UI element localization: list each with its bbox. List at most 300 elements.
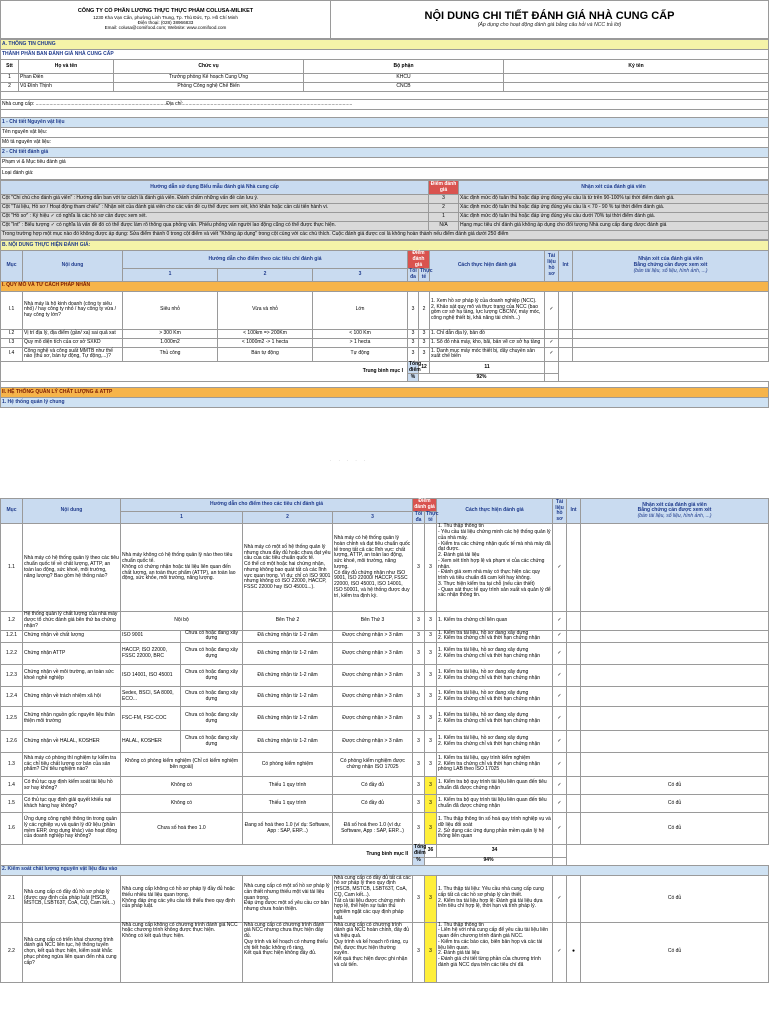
material-name-field[interactable]: Tên nguyên vật liệu: [1, 128, 769, 138]
col-int: Int [559, 251, 573, 282]
row-level-1: Nhà máy không có hệ thống quản lý nào theo tiêu chuẩn quốc tế. Không có chứng nhận hoặc tài liệu liên quan đến chất lượng, an toàn thực phẩm (ATTP), an toàn lao động, sức khỏe, môi trường, năng lượng. [121, 524, 243, 612]
row-level-2: Thiếu 1 quy trình [243, 777, 333, 795]
row-comment[interactable] [573, 329, 769, 338]
row-actual[interactable]: 3 [425, 612, 437, 630]
row-content: Nhà cung cấp có đầy đủ hồ sơ pháp lý (được quy định của pháp luật (HSCB, MSTCB, LSBT63T, CoA, CQ, Cam kết...) [23, 875, 121, 922]
member-signature[interactable] [504, 83, 769, 92]
row-actual[interactable]: 3 [419, 347, 430, 361]
company-email: Email: colusa@comifood.com; Website: www.comifood.com [104, 25, 227, 31]
empty-cell [545, 374, 559, 382]
row-level-1: Không có phòng kiểm nghiệm (Chỉ có kiểm nghiệm bên ngoài) [121, 753, 243, 777]
row-max: 3 [413, 922, 425, 982]
col-comment-sub2: (bản tài liệu, sổ liệu, hình ảnh, ...) [633, 267, 708, 274]
col-score: Điểm đánh giá [408, 251, 430, 269]
pct-label: % [408, 374, 419, 382]
section-b-part2 [0, 498, 769, 982]
col-level-1: 1 [123, 269, 218, 282]
row-int-check[interactable] [567, 731, 581, 753]
row-level-2: Đã chứng nhận từ 1-2 năm [243, 687, 333, 707]
document-title: NỘI DUNG CHI TIẾT ĐÁNH GIÁ NHÀ CUNG CẤP [424, 10, 675, 23]
row-method: 1. Danh mục máy móc thiết bị, dây chuyền sản xuất chế biến [430, 347, 545, 361]
guide-row: Cột "Hồ sơ" : Ký hiệu ✓ có nghĩa là các hồ sơ cần được xem xét. [1, 213, 429, 222]
row-content: Nhà máy là hộ kinh doanh (công ty siêu nhỏ) / hay công ty nhỏ / hay công ty vừa / hay công ty lớn? [23, 291, 123, 329]
row-int-check[interactable] [559, 347, 573, 361]
criteria-header [1, 251, 769, 269]
row-muc: 1.1 [1, 524, 23, 612]
row-max: 3 [413, 795, 425, 813]
row-int-check[interactable]: ● [567, 922, 581, 982]
row-level-2: Đã chứng nhận từ 1-2 năm [243, 630, 333, 643]
total-max: 12 [419, 361, 430, 374]
guide-score: 1 [429, 213, 459, 222]
total-actual: 34 [437, 845, 553, 858]
empty-cell [545, 361, 559, 374]
col-max: Tối đa [413, 511, 425, 524]
total-row [1, 361, 769, 374]
row-docs-check[interactable]: ✓ [553, 524, 567, 612]
guide-score: 3 [429, 195, 459, 204]
row-standard: Sedex, BSCI, SA 8000, ECO... [121, 687, 181, 707]
member-department: CNCB [304, 83, 504, 92]
total-max: 36 [425, 845, 437, 858]
col-docs: Tài liệu hồ sơ [545, 251, 559, 282]
row-muc: 1.4 [1, 777, 23, 795]
row-level-1: Không có [121, 795, 243, 813]
row-level-2: < 1000m2 -> 1 hecta [218, 338, 313, 347]
row-level-3: Được chứng nhận > 3 năm [333, 665, 413, 687]
row-comment[interactable] [581, 612, 769, 630]
page-break-marker: · · · · · [330, 458, 369, 464]
row-comment[interactable] [581, 731, 769, 753]
member-name: Vũ Đình Thịnh [19, 83, 114, 92]
materials-title: 1 - Chi tiết Nguyên vật liệu [1, 118, 769, 128]
col-comment-title: Nhận xét của đánh giá viên [642, 501, 707, 508]
row-level-3: Được chứng nhận > 3 năm [333, 707, 413, 731]
row-content: Chứng nhận về môi trường, an toàn sức khoẻ nghề nghiệp [23, 665, 121, 687]
row-muc: 1.2.2 [1, 643, 23, 665]
row-comment[interactable] [581, 665, 769, 687]
member-row [1, 74, 769, 83]
row-level-3: Có đầy đủ [333, 777, 413, 795]
row-content: Hệ thống quản lý chất lượng của nhà máy được tổ chức đánh giá bên thứ ba chứng nhận? [23, 612, 121, 630]
pct-label: % [413, 857, 425, 865]
row-level-3: Nhà máy có hệ thống quản lý hoàn chỉnh và đạt tiêu chuẩn quốc tế trong tất cả các lĩnh vực: chất lượng, ATTP, an toàn lao động, sức khoẻ, môi trường, năng lượng. Có đầy đủ chứng nhận như ISO 9001, ISO 22000/ HACCP, FSSC 22000, ISO 45001, ISO 14001, ISO 50001, và hệ thống được duy trì, kiểm tra định kỳ. [333, 524, 413, 612]
guide-row: Cột "Int" : Biểu tượng ✓ có nghĩa là vấn đề đó có thể được làm rõ thông qua phỏng vấn. Phiếu phỏng vấn người lao động cũng có thể được thực hiện. [1, 222, 429, 231]
row-comment[interactable] [581, 687, 769, 707]
row-actual[interactable]: 3 [425, 922, 437, 982]
scope-field[interactable]: Phạm vi & Mục tiêu đánh giá [1, 158, 769, 168]
row-muc: I.4 [1, 347, 23, 361]
criteria-row [1, 338, 769, 347]
row-docs-check[interactable]: ✓ [545, 338, 559, 347]
type-field[interactable]: Loại đánh giá: [1, 168, 769, 180]
pct-value: 94% [425, 857, 553, 865]
col-stt: Stt [1, 60, 19, 74]
member-department: KHCU [304, 74, 504, 83]
row-level-2: Thiếu 1 quy trình [243, 795, 333, 813]
supplier-line[interactable]: Nhà cung cấp: ..............................................................................................Địa chỉ:.......................................................................................................................... [1, 100, 769, 110]
row-int-check[interactable] [559, 338, 573, 347]
row-level-1: Nhà cung cấp không có chương trình đánh giá NCC hoặc chương trình không được thực hiện. Không có kết quả thực hiện. [121, 922, 243, 982]
row-level-3: < 100 Km [313, 329, 408, 338]
row-actual[interactable]: 2 [419, 291, 430, 329]
row-max: 3 [413, 707, 425, 731]
row-muc: 2.2 [1, 922, 23, 982]
row-actual[interactable]: 3 [425, 630, 437, 643]
criteria-row [1, 687, 769, 707]
row-standard: ISO 14001, ISO 45001 [121, 665, 181, 687]
col-guidance: Hướng dẫn cho điểm theo các tiêu chí đánh giá [121, 499, 413, 512]
row-actual[interactable]: 3 [425, 813, 437, 845]
part2-sub2: 2. Kiểm soát chất lượng nguyên vật liệu đầu vào [1, 865, 769, 875]
row-docs-check[interactable]: ✓ [553, 795, 567, 813]
row-int-check[interactable] [567, 813, 581, 845]
row-standard: HACCP, ISO 22000, FSSC 22000, BRC [121, 643, 181, 665]
row-method: 1. Thu thập thông tin - Liên hệ với nhà cung cấp để yêu cầu tài liệu liên quan đến chương trình đánh giá NCC. - Kiểm tra các báo cáo, biên bản họp và các tài liệu liên quan. 2. Đánh giá tài liệu - Đánh giá chi tiết từng phần của chương trình đánh giá NCC dựa trên các tiêu chí đã [437, 922, 553, 982]
row-max: 3 [408, 347, 419, 361]
document-header [0, 0, 769, 39]
row-level-3: Bên Thứ 3 [333, 612, 413, 630]
col-method: Cách thực hiện đánh giá [430, 251, 545, 282]
row-max: 3 [413, 687, 425, 707]
row-content: Ứng dụng công nghệ thông tin trong quản lý các nghiệp vụ và quản lý dữ liệu (phần mềm ERP, ứng dụng khác) vào hoạt động của doanh nghiệp hay không? [23, 813, 121, 845]
part1-title: I. QUY MÔ VÀ TƯ CÁCH PHÁP NHÂN [1, 281, 769, 291]
row-level-1: Chưa số hoá theo 1.0 [121, 813, 243, 845]
row-actual[interactable]: 3 [425, 687, 437, 707]
row-method: 1. Kiểm tra tài liệu, hồ sơ đang xây dựng 2. Kiểm tra chứng chỉ và thời hạn chứng nhận [437, 707, 553, 731]
row-muc: 1.6 [1, 813, 23, 845]
row-actual[interactable]: 3 [419, 338, 430, 347]
row-level-3: Được chứng nhận > 3 năm [333, 731, 413, 753]
row-method: 1. Kiểm tra tài liệu, hồ sơ đang xây dựng 2. Kiểm tra chứng chỉ và thời hạn chứng nhận [437, 643, 553, 665]
row-docs-check[interactable]: ✓ [553, 612, 567, 630]
row-comment[interactable] [573, 291, 769, 329]
row-int-check[interactable] [567, 753, 581, 777]
criteria-row [1, 753, 769, 777]
col-comment [573, 251, 769, 282]
row-max: 3 [413, 875, 425, 922]
member-stt: 2 [1, 83, 19, 92]
member-signature[interactable] [504, 74, 769, 83]
total-label: Tổng điểm [409, 360, 422, 373]
member-position: Phòng Công nghệ Chế Biến [114, 83, 304, 92]
avg-label: Trung bình mục I [1, 361, 408, 382]
row-level-2: Đã chứng nhận từ 1-2 năm [243, 731, 333, 753]
row-level-3: > 1 hecta [313, 338, 408, 347]
row-int-check[interactable] [567, 687, 581, 707]
spacer [1, 110, 769, 118]
row-max: 3 [413, 777, 425, 795]
row-muc: 1.2.6 [1, 731, 23, 753]
evaluation-title: 2 - Chi tiết đánh giá [1, 148, 769, 158]
row-max: 3 [413, 665, 425, 687]
row-comment[interactable] [581, 753, 769, 777]
col-guidance: Hướng dẫn cho điểm theo các tiêu chí đánh giá [123, 251, 408, 269]
col-comment-sub2: (bản tài liệu, sổ liệu, hình ảnh, ...) [637, 513, 712, 520]
row-method: 1. Kiểm tra tài liệu, quy trình kiểm nghiệm 2. Kiểm tra chứng chỉ và thời hạn chứng nhận phòng LAB theo ISO 17025 [437, 753, 553, 777]
row-int-check[interactable] [567, 630, 581, 643]
row-content: Nhà máy có hệ thống quản lý theo các tiêu chuẩn quốc tế về chất lượng, ATTP, an toàn lao động, sức khoẻ, môi trường, năng lượng? Bao gồm hệ thống nào? [23, 524, 121, 612]
row-content: Nhà cung cấp có triển khai chương trình đánh giá NCC liên tục, hệ thống tuyển chọn, kết quả thực hiện, kiểm soát khắc phục phòng ngừa liên quan đến nhà cung cấp? [23, 922, 121, 982]
row-level-2: Có phòng kiểm nghiệm [243, 753, 333, 777]
row-actual[interactable]: 3 [425, 643, 437, 665]
row-method: 1. Kiểm tra bộ quy trình tài liệu liên quan đến tiêu chuẩn đã được chứng nhận [437, 777, 553, 795]
row-content: Quy mô diện tích của cơ sở SXKD [23, 338, 123, 347]
col-content: Nội dung [23, 251, 123, 282]
row-int-check[interactable] [567, 795, 581, 813]
criteria-row [1, 777, 769, 795]
row-method: 1. Chỉ dẫn địa lý, bản đồ [430, 329, 545, 338]
row-level-2: Nhà cung cấp có chương trình đánh giá NCC nhưng chưa thực hiện đầy đủ. Quy trình và kế hoạch có nhưng thiếu chi tiết hoặc không rõ ràng. Kết quả thực hiện không đầy đủ. [243, 922, 333, 982]
spacer [1, 92, 769, 100]
row-max: 3 [413, 731, 425, 753]
criteria-row [1, 875, 769, 922]
guide-desc: Xác định mức độ tuân thủ hoặc đáp ứng đúng yêu cầu là < 70 - 90 % tại thời điểm đánh giá. [459, 204, 769, 213]
row-max: 3 [408, 291, 419, 329]
row-comment[interactable]: Có đủ [581, 777, 769, 795]
row-actual[interactable]: 3 [425, 777, 437, 795]
part2-title: II. HỆ THỐNG QUẢN LÝ CHẤT LƯỢNG & ATTP [1, 388, 769, 398]
member-position: Trưởng phòng Kế hoạch Cung Ứng [114, 74, 304, 83]
section-b-part1 [0, 240, 769, 408]
row-level-2: Vừa và nhỏ [218, 291, 313, 329]
row-int-check[interactable] [567, 665, 581, 687]
row-actual[interactable]: 3 [425, 795, 437, 813]
criteria-row [1, 707, 769, 731]
col-level-2: 2 [218, 269, 313, 282]
row-muc: 1.2.1 [1, 630, 23, 643]
row-actual[interactable]: 3 [419, 329, 430, 338]
row-method: 1. Kiểm tra bộ quy trình tài liệu liên quan đến tiêu chuẩn đã được chứng nhận [437, 795, 553, 813]
members-header [1, 60, 769, 74]
col-level-3: 3 [313, 269, 408, 282]
criteria-row [1, 643, 769, 665]
row-docs-check[interactable]: ✓ [553, 687, 567, 707]
title-block [331, 1, 769, 39]
row-comment[interactable]: Có đủ [581, 813, 769, 845]
col-level-2: 2 [243, 511, 333, 524]
row-int-check[interactable] [567, 524, 581, 612]
row-max: 3 [413, 612, 425, 630]
row-actual[interactable]: 3 [425, 524, 437, 612]
guide-note: Trong trường hợp một mục nào đó không được áp dụng: Sửa điểm thành 0 trong cột điểm và viết "Không áp dụng" trong cột cùng với các chú thích. Cuộc đánh giá được coi là không hoàn thành nếu điểm đánh giá dưới 250 điểm [1, 231, 769, 240]
row-level-2: Đang số hoá theo 1.0 (ví dụ: Software, App : SAP, ERP...) [243, 813, 333, 845]
col-comment [581, 499, 769, 524]
row-level-3: Có đầy đủ [333, 795, 413, 813]
row-docs-check[interactable]: ✓ [553, 643, 567, 665]
empty-cell [553, 857, 567, 865]
row-actual[interactable]: 3 [425, 665, 437, 687]
row-level-1: 1.000m2 [123, 338, 218, 347]
criteria-row [1, 731, 769, 753]
row-actual[interactable]: 3 [425, 875, 437, 922]
criteria-row [1, 665, 769, 687]
pct-value: 92% [419, 374, 545, 382]
section-a [0, 39, 769, 180]
criteria-row [1, 612, 769, 630]
row-level-3: Được chứng nhận > 3 năm [333, 643, 413, 665]
row-level-1: Siêu nhỏ [123, 291, 218, 329]
member-row [1, 83, 769, 92]
row-level-2: < 100km => 200Km [218, 329, 313, 338]
row-level-1: Chưa có hoặc đang xây dựng [181, 731, 243, 753]
row-docs-check[interactable]: ✓ [553, 707, 567, 731]
company-name: CÔNG TY CỔ PHẦN LƯƠNG THỰC THỰC PHẨM COLUSA-MILIKET [77, 8, 254, 15]
criteria-row [1, 813, 769, 845]
row-level-1: Chưa có hoặc đang xây dựng [181, 643, 243, 665]
guide-desc: Xác định mức độ tuân thủ hoặc đáp ứng đúng yêu cầu là từ trên 90-100% tại thời điểm đánh giá. [459, 195, 769, 204]
row-method: 1. Kiểm tra tài liệu, hồ sơ đang xây dựng 2. Kiểm tra chứng chỉ và thời hạn chứng nhận [437, 630, 553, 643]
row-muc: 1.2 [1, 612, 23, 630]
row-comment[interactable] [573, 338, 769, 347]
row-docs-check[interactable]: ✓ [553, 630, 567, 643]
row-int-check[interactable] [567, 643, 581, 665]
row-standard: FSC-FM, FSC-COC [121, 707, 181, 731]
row-method: 1. Thu thập thông tin - Yêu cầu tài liệu chứng minh các hệ thống quản lý của nhà máy. - Kiểm tra các chứng nhận quốc tế mà nhà máy đã đạt được. 2. Đánh giá tài liệu - Xem xét tính hợp lệ và phạm vi của các chứng nhận. - Đánh giá xem nhà máy có thực hiện các quy trình và tiêu chuẩn đã cam kết hay không. 3. Thực hiện kiểm tra tại chỗ (nếu cần thiết) - Quan sát thực tế quy trình sản xuất và quản lý để xác nhận thông tin. [437, 524, 553, 612]
row-max: 3 [413, 524, 425, 612]
guide-row: Cột "Tài liệu, Hồ sơ / Hoạt động tham chiếu" : Nhận xét của đánh giá viên cho các vấn đề cụ thể được xem xét, khó khăn hoặc cần cải tiến hành vi. [1, 204, 429, 213]
row-muc: I.2 [1, 329, 23, 338]
row-content: Vị trí địa lý, địa điểm (gần/ xa) sai quả xat [23, 329, 123, 338]
row-docs-check[interactable]: ✓ [553, 777, 567, 795]
row-level-1: Không có [121, 777, 243, 795]
col-level-1: 1 [121, 511, 243, 524]
row-actual[interactable]: 3 [425, 731, 437, 753]
company-phone: Điện thoại: (028) 38966833 [137, 20, 194, 26]
member-name: Phan Điền [19, 74, 114, 83]
row-docs-check[interactable]: ✓ [553, 753, 567, 777]
col-docs: Tài liệu hồ sơ [553, 499, 567, 524]
row-level-2: Đã chứng nhận từ 1-2 năm [243, 643, 333, 665]
col-muc: Mục [1, 499, 23, 524]
criteria-row [1, 329, 769, 338]
row-docs-check[interactable]: ✓ [545, 291, 559, 329]
row-muc: 1.2.3 [1, 665, 23, 687]
row-level-3: Lớn [313, 291, 408, 329]
col-department: Bộ phận [304, 60, 504, 74]
total-label: Tổng điểm [414, 844, 427, 856]
row-max: 3 [408, 338, 419, 347]
row-method: 1. Xem hồ sơ pháp lý của doanh nghiệp (NCC). 2. Khảo sát quy mô và thực trạng của NCC (bao gồm cơ sở hạ tầng, lực lượng CBCNV, máy móc, công nghệ thiết bị, khả năng tài chính...) [430, 291, 545, 329]
row-method: 1. Kiểm tra tài liệu, hồ sơ đang xây dựng 2. Kiểm tra chứng chỉ và thời hạn chứng nhận [437, 665, 553, 687]
row-int-check[interactable] [559, 329, 573, 338]
row-muc: I.1 [1, 291, 23, 329]
col-actual: Thực tế [420, 268, 433, 280]
row-comment[interactable] [581, 630, 769, 643]
col-actual: Thực tế [426, 510, 439, 523]
row-muc: 1.2.4 [1, 687, 23, 707]
empty-cell [553, 845, 567, 858]
row-max: 3 [413, 630, 425, 643]
row-level-3: Nhà cung cấp có đầy đủ tất cả các hồ sơ pháp lý theo quy định (HSCB, MSTCB, LSBT63T, CoA, CQ, Cam kết...). Tất cả tài liệu được chứng minh hợp lệ, thể hiện sự tuân thủ nghiêm ngặt các quy định pháp luật. [334, 874, 411, 921]
row-level-1: Nhà cung cấp không có hồ sơ pháp lý đầy đủ hoặc thiếu nhiều tài liệu quan trọng. Không đáp ứng các yêu cầu tối thiểu theo quy định của pháp luật. [121, 875, 243, 922]
row-level-3: Được chứng nhận > 3 năm [333, 687, 413, 707]
total-row [1, 845, 769, 858]
row-int-check[interactable] [567, 875, 581, 922]
row-docs-check[interactable]: ✓ [553, 731, 567, 753]
row-docs-check[interactable]: ✓ [553, 875, 567, 922]
row-level-2: Bên Thứ 2 [243, 612, 333, 630]
row-muc: 1.5 [1, 795, 23, 813]
row-actual[interactable]: 3 [425, 707, 437, 731]
row-comment[interactable] [581, 643, 769, 665]
row-comment[interactable] [581, 524, 769, 612]
row-level-2: Đã chứng nhận từ 1-2 năm [243, 707, 333, 731]
row-content: Có thủ tục quy định giải quyết khiếu nại khách hàng hay không? [23, 795, 121, 813]
row-int-check[interactable] [567, 777, 581, 795]
row-level-3: Được chứng nhận > 3 năm [333, 630, 413, 643]
col-name: Họ và tên [19, 60, 114, 74]
row-content: Chứng nhận về chất lượng [23, 630, 121, 643]
company-block [1, 1, 331, 39]
row-comment[interactable]: Có đủ [581, 922, 769, 982]
row-int-check[interactable] [567, 707, 581, 731]
guide-comment-header: Nhận xét của đánh giá viên [459, 181, 769, 195]
row-method: 1. Thu thập tài liệu: Yêu cầu nhà cung cấp cung cấp tất cả các hồ sơ pháp lý cần thiết. 2. Kiểm tra tài liệu hợp lệ: Đánh giá tài liệu dựa trên tiêu chí hợp lệ, thời hạn và tính pháp lý. [437, 875, 553, 922]
material-desc-field[interactable]: Mô tả nguyên vật liệu: [1, 138, 769, 148]
row-level-1: > 300 Km [123, 329, 218, 338]
document-subtitle: (Áp dụng cho hoạt động đánh giá bằng câu hỏi và NCC trả lời) [477, 21, 622, 28]
row-muc: 2.1 [1, 875, 23, 922]
col-score: Điểm đánh giá [414, 498, 435, 510]
row-content: Chứng nhận nguồn gốc nguyên liệu thân thiện môi trường [23, 707, 121, 731]
row-muc: 1.2.5 [1, 707, 23, 731]
row-comment[interactable]: Có đủ [581, 795, 769, 813]
row-level-2: Bán tự động [218, 347, 313, 361]
row-docs-check[interactable]: ✓ [545, 347, 559, 361]
company-address: 1230 Kha Vạn Cân, phường Linh Trung, Tp. Thủ Đức, Tp. Hồ Chí Minh [93, 14, 238, 20]
row-method: 1. Kiểm tra tài liệu, hồ sơ đang xây dựng 2. Kiểm tra chứng chỉ và thời hạn chứng nhận [437, 731, 553, 753]
row-method: 1. Kiểm tra tài liệu, hồ sơ đang xây dựng 2. Kiểm tra chứng chỉ và thời hạn chứng nhận [437, 687, 553, 707]
guide-score: N/A [429, 222, 459, 231]
row-method: 1. Sổ đỏ nhà máy, kho, bãi, bản vẽ cơ sở hạ tầng [430, 338, 545, 347]
row-comment[interactable] [581, 707, 769, 731]
row-docs-check[interactable]: ✓ [553, 813, 567, 845]
criteria-row [1, 630, 769, 643]
criteria-row [1, 524, 769, 612]
row-int-check[interactable] [559, 291, 573, 329]
guide-table [0, 180, 769, 240]
row-level-1: Chưa có hoặc đang xây dựng [181, 665, 243, 687]
panel-title: THÀNH PHẦN BAN ĐÁNH GIÁ NHÀ CUNG CẤP [1, 50, 769, 60]
col-level-3: 3 [333, 511, 413, 524]
criteria-row [1, 795, 769, 813]
row-level-3: Đã số hoá theo 1.0 (ví dụ: Software, App : SAP, ERP...) [333, 813, 413, 845]
row-level-1: Chưa có hoặc đang xây dựng [181, 687, 243, 707]
row-method: 1. Thu thập thông tin số hoá quy trình nghiệp vụ và dữ liệu đối soát 2. Sử dụng các ứng dụng phần mềm quản lý hệ thống liên quan [437, 813, 553, 845]
col-comment-sub: Bằng chứng cần được xem xét [633, 262, 708, 268]
row-comment[interactable] [573, 347, 769, 361]
row-actual[interactable]: 3 [425, 753, 437, 777]
row-method: 1. Kiểm tra chứng chỉ liên quan [437, 612, 553, 630]
part2-sub1: 1. Hệ thống quản lý chung [1, 398, 769, 408]
row-max: 3 [413, 753, 425, 777]
row-max: 3 [408, 329, 419, 338]
row-docs-check[interactable]: ✓ [553, 665, 567, 687]
criteria-row [1, 922, 769, 982]
criteria-row [1, 347, 769, 361]
row-content: Chứng nhận về HALAL, KOSHER [23, 731, 121, 753]
row-content: Chứng nhận ATTP [23, 643, 121, 665]
row-comment[interactable]: Có đủ [581, 875, 769, 922]
guide-score: 2 [429, 204, 459, 213]
row-int-check[interactable] [567, 612, 581, 630]
row-docs-check[interactable] [545, 329, 559, 338]
row-level-2: Nhà máy có một số hệ thống quản lý nhưng chưa đầy đủ hoặc chưa đạt yêu cầu của các tiêu chuẩn quốc tế. Có thể có một hoặc hai chứng nhận, nhưng không bao quát tất cả các lĩnh vực quan trọng. Ví dụ: chỉ có ISO 9001 nhưng không có ISO 22000, HACCP, FSSC 22000 hay ISO 45001...). [243, 524, 333, 612]
row-level-3: Có phòng kiểm nghiệm được chứng nhận ISO 17025 [333, 753, 413, 777]
row-docs-check[interactable]: ✓ [553, 922, 567, 982]
row-content: Có thủ tục quy định kiểm soát tài liệu hồ sơ hay không? [23, 777, 121, 795]
